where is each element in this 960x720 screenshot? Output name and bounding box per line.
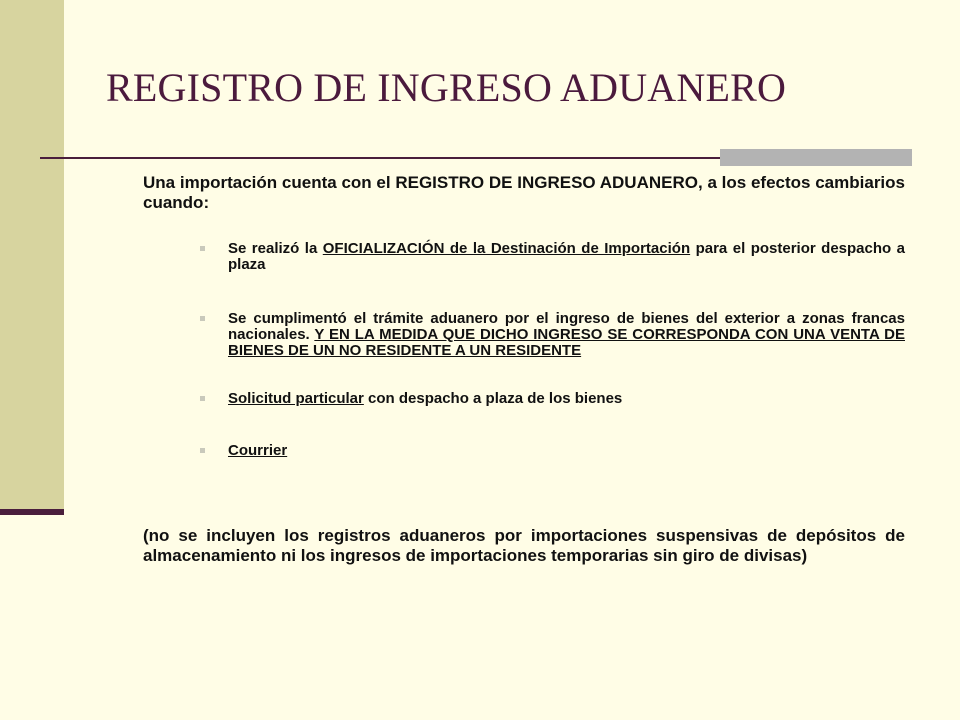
sidebar-decoration <box>0 0 64 512</box>
list-item <box>200 241 905 273</box>
bullet-text: Se realizó la <box>228 240 323 257</box>
intro-paragraph: Una importación cuenta con el REGISTRO DE INGRESO ADUANERO, a los efectos cambiarios cuando: <box>143 173 905 212</box>
bullet-text: con despacho a plaza de los bienes <box>363 390 623 407</box>
bullet-text: Se cumplimentó el trámite aduanero por el ingreso de bienes del exterior a zonas francas nacionales. <box>228 310 905 343</box>
slide-title: REGISTRO DE INGRESO ADUANERO <box>106 65 787 110</box>
oficializacion-underlined-text: OFICIALIZACIÓN de la Destinación de Importación <box>322 240 691 257</box>
divider-accent-block <box>720 149 912 166</box>
sidebar-underline <box>0 509 64 515</box>
list-item <box>200 391 905 407</box>
square-bullet-icon <box>200 396 205 401</box>
square-bullet-icon <box>200 246 205 251</box>
square-bullet-icon <box>200 316 205 321</box>
square-bullet-icon <box>200 448 205 453</box>
list-item <box>200 443 905 459</box>
condition-list <box>200 241 905 459</box>
solicitud-particular-underlined-text: Solicitud particular <box>228 390 364 407</box>
list-item <box>200 311 905 359</box>
closing-note: (no se incluyen los registros aduaneros por importaciones suspensivas de depósitos de almacenamiento ni los ingresos de importaciones temporarias sin giro de divisas) <box>143 526 905 565</box>
emphasis-underlined-text: Y EN LA MEDIDA QUE DICHO INGRESO SE CORRESPONDA CON UNA VENTA DE BIENES DE UN NO RESIDENTE A UN RESIDENTE <box>228 326 905 359</box>
bullet-text: para el posterior despacho a plaza <box>228 240 906 273</box>
courrier-underlined-text: Courrier <box>228 442 288 459</box>
